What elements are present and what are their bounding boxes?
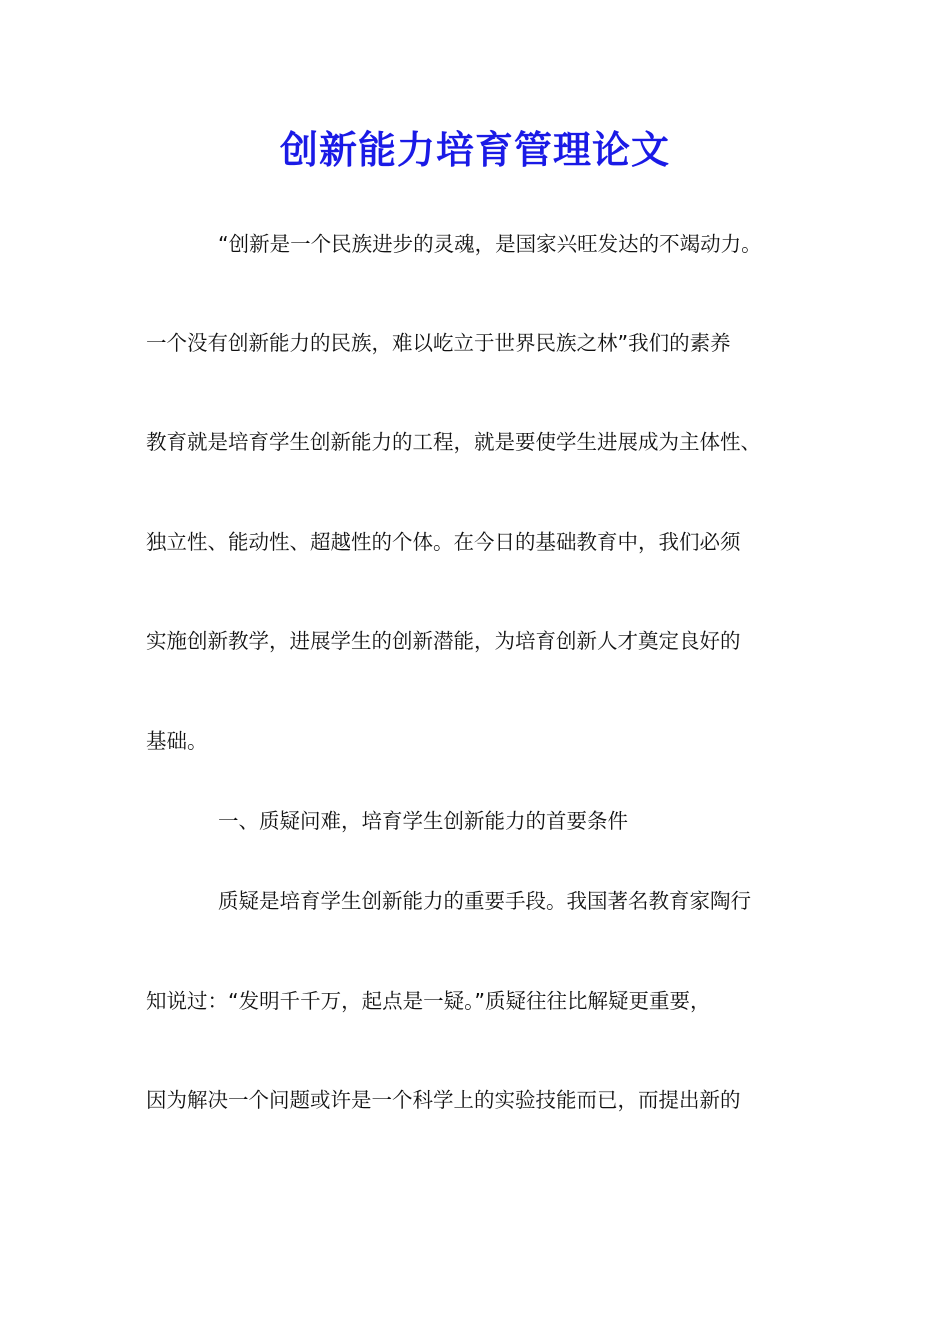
paragraph-line: 基础。 [146,729,208,753]
paragraph-line: 质疑是培育学生创新能力的重要手段。我国著名教育家陶行 [218,889,751,913]
paragraph-line: 独立性、能动性、超越性的个体。在今日的基础教育中，我们必须 [146,530,741,554]
paragraph-line: 知说过：“发明千千万，起点是一疑。”质疑往往比解疑更重要， [146,989,711,1013]
document-title: 创新能力培育管理论文 [279,127,670,172]
paragraph-line: “创新是一个民族进步的灵魂，是国家兴旺发达的不竭动力。 [218,232,762,256]
paragraph-line: 教育就是培育学生创新能力的工程，就是要使学生进展成为主体性、 [146,430,761,454]
section-heading: 一、质疑问难，培育学生创新能力的首要条件 [218,809,628,833]
paragraph-line: 实施创新教学，进展学生的创新潜能，为培育创新人才奠定良好的 [146,629,741,653]
paragraph-line: 一个没有创新能力的民族，难以屹立于世界民族之林”我们的素养 [146,331,731,355]
paragraph-line: 因为解决一个问题或许是一个科学上的实验技能而已，而提出新的 [146,1088,741,1112]
